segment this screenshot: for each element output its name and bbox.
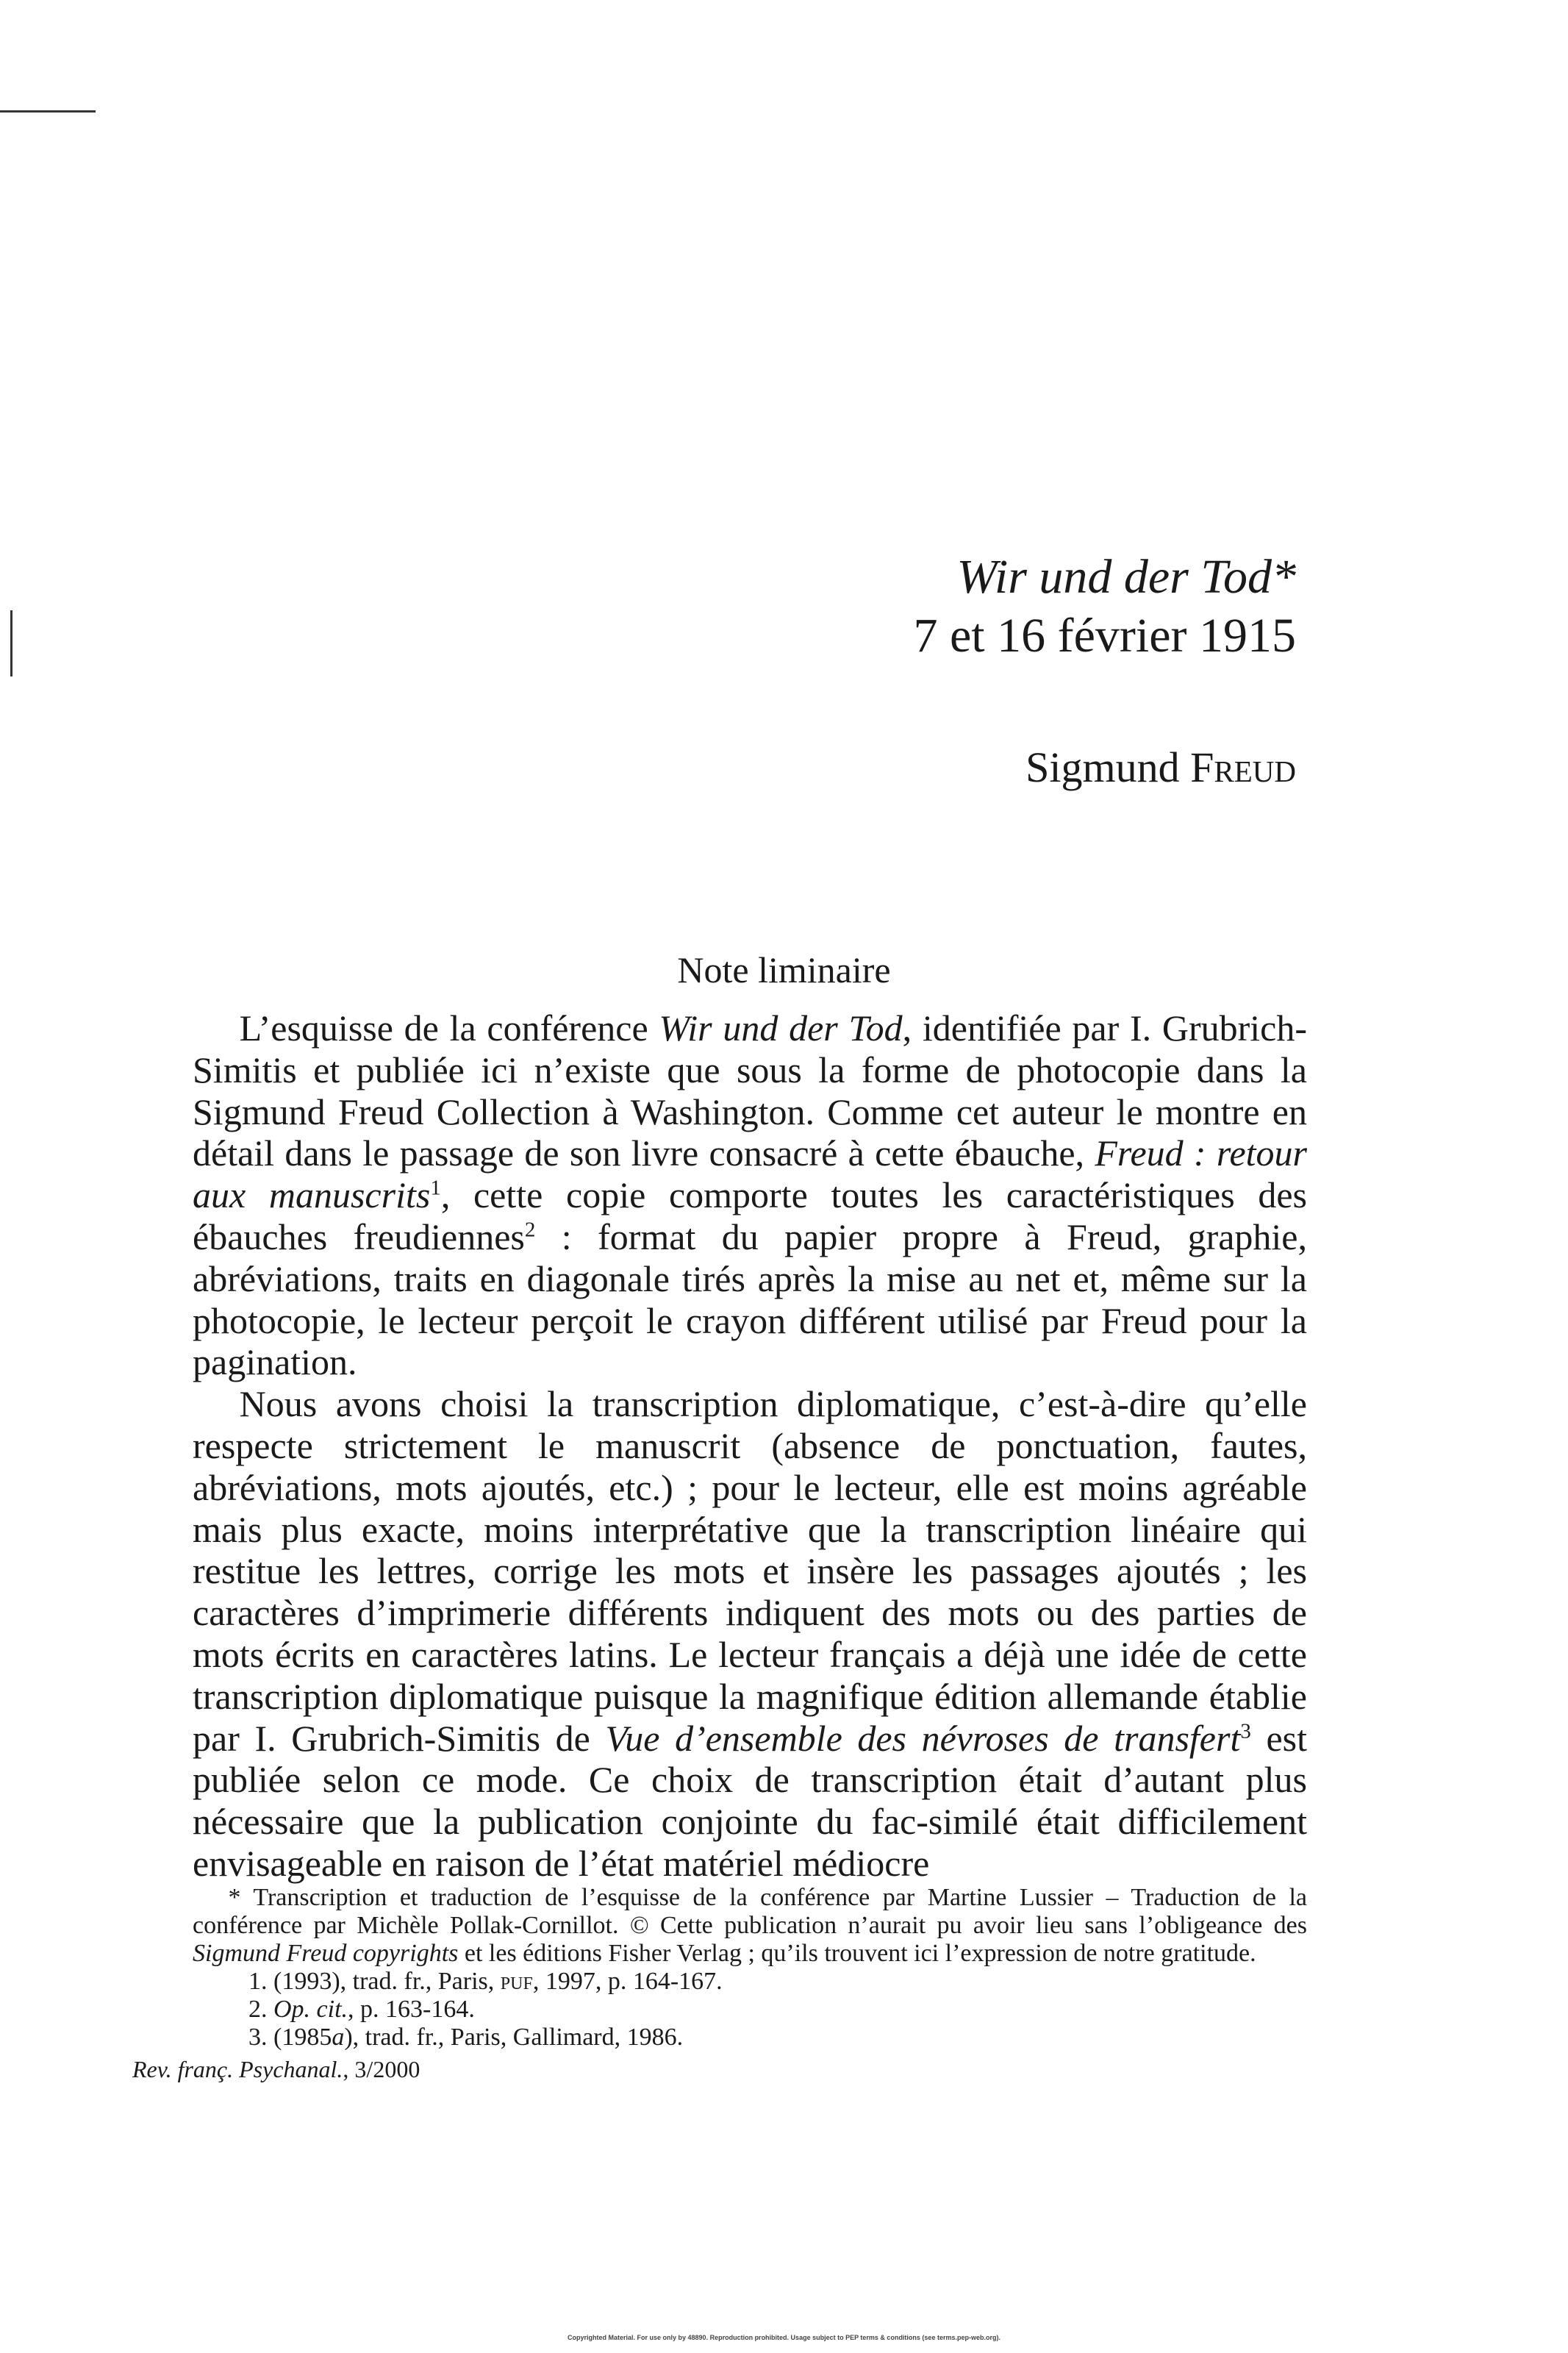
footnotes: [193, 1884, 1307, 2052]
top-margin-rule: [0, 110, 96, 113]
author-last-name: Freud: [1190, 743, 1296, 791]
journal-reference: Rev. franç. Psychanal., 3/2000: [132, 2056, 420, 2082]
copyright-notice: Copyrighted Material. For use only by 48890. Reproduction prohibited. Usage subject to PEP terms & conditions (see terms.pep-web.org).: [568, 2334, 1000, 2341]
footnote-star: * Transcription et traduction de l’esquisse de la conférence par Martine Lussier – Traduction de la conférence par Michèle Pollak-Cornillot. © Cette publication n’aurait pu avoir lieu sans l’obligeance des Sigmund Freud copyrights et les éditions Fisher Verlag ; qu’ils trouvent ici l’expression de notre gratitude.: [193, 1884, 1307, 1967]
side-margin-mark: [10, 610, 12, 676]
article-title: Wir und der Tod*: [956, 550, 1296, 604]
work-title-vue-d-ensemble: Vue d’ensemble des névroses de transfert: [605, 1717, 1241, 1759]
footnote-3: 3. (1985a), trad. fr., Paris, Gallimard, 1986.: [248, 2024, 684, 2051]
footnote-ref-3: 3: [1240, 1719, 1251, 1743]
footnote-ref-2: 2: [524, 1218, 536, 1242]
work-title-freud-retour: Freud : retour aux manuscrits: [193, 1132, 1307, 1216]
title-block: [914, 548, 1297, 665]
footnote-ref-1: 1: [430, 1176, 441, 1200]
work-title-wir-und-der-tod: Wir und der Tod: [659, 1007, 903, 1049]
article-date: 7 et 16 février 1915: [913, 609, 1296, 663]
footnote-2: 2. Op. cit., p. 163-164.: [248, 1996, 475, 2023]
paragraph-2: Nous avons choisi la transcription diplomatique, c’est-à-dire qu’elle respecte strictement le manuscrit (absence de ponctuation, fautes, abréviations, mots ajoutés, etc.) ; pour le lecteur, elle est moins agréable mais plus exacte, moins interprétative que la transcription linéaire qui restitue les lettres, corrige les mots et insère les passages ajoutés ; les caractères d’imprimerie différents indiquent des mots ou des parties de mots écrits en caractères latins. Le lecteur français a déjà une idée de cette transcription diplomatique puisque la magnifique édition allemande établie par I. Grubrich-Simitis de Vue d’ensemble des névroses de transfert$^3$ est publiée selon ce mode. Ce choix de transcription était d’autant plus nécessaire que la publication conjointe du fac-similé était difficilement envisageable en raison de l’état matériel médiocre: [193, 1383, 1307, 1884]
article-body: [193, 1007, 1307, 1885]
author-name: [1025, 743, 1296, 792]
author-first-name: Sigmund: [1025, 743, 1180, 791]
footnote-1: 1. (1993), trad. fr., Paris, puf, 1997, p. 164-167.: [248, 1968, 723, 1995]
section-heading: Note liminaire: [677, 949, 891, 990]
paragraph-1: L’esquisse de la conférence Wir und der Tod, identifiée par I. Grubrich-Simitis et publiée ici n’existe que sous la forme de photocopie dans la Sigmund Freud Collection à Washington. Comme cet auteur le montre en détail dans le passage de son livre consacré à cette ébauche, Freud : retour aux manuscrits$^1$, cette copie comporte toutes les caractéristiques des ébauches freudiennes$^2$ : format du papier propre à Freud, graphie, abréviations, traits en diagonale tirés après la mise au net et, même sur la photocopie, le lecteur perçoit le crayon différent utilisé par Freud pour la pagination.: [193, 1007, 1308, 1383]
